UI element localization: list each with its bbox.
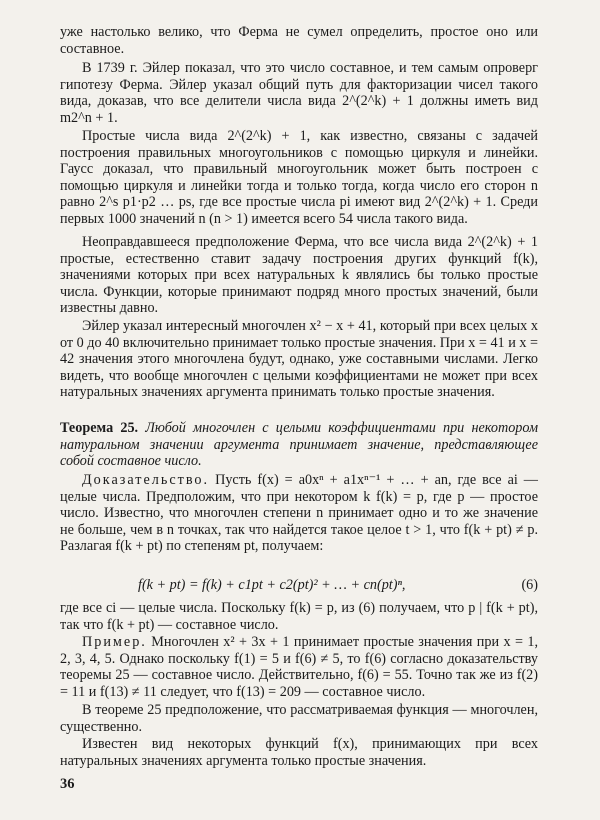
- theorem-label: Теорема 25.: [60, 420, 139, 436]
- formula-number: (6): [521, 577, 538, 593]
- page-number: 36: [60, 776, 75, 792]
- paragraph-after-formula: где все ci — целые числа. Поскольку f(k) = p, из (6) получаем, что p | f(k + pt), так что f(k + pt) — составное число.: [60, 600, 538, 633]
- paragraph-intro: уже настолько велико, что Ферма не сумел определить, простое оно или составное.: [60, 24, 538, 57]
- formula-expression: f(k + pt) = f(k) + c1pt + c2(pt)² + … + cn(pt)ⁿ,: [138, 577, 406, 593]
- proof-text: Пусть f(x) = a0xⁿ + a1xⁿ⁻¹ + … + an, где все ai — целые числа. Предположим, что при некотором k f(k) = p, где p — простое число. Известно, что многочлен степени n принимает одно и то же значение не больше, чем в n точках, так что найдется такое целое t > 1, что f(k + pt) ≠ p. Разлагая f(k + pt) по степеням pt, получаем:: [60, 472, 538, 555]
- paragraph-fermat-conjecture: Неоправдавшееся предположение Ферма, что все числа вида 2^(2^k) + 1 простые, естественно ставит задачу построения других функций f(k), значениями которых при всех натуральных k являлись бы только простые числа. Функции, которые принимают подряд много простых значений, были известны давно.: [60, 234, 538, 317]
- proof: [60, 472, 538, 555]
- theorem-25: [60, 420, 538, 470]
- paragraph-polynomial-essential: В теореме 25 предположение, что рассматриваемая функция — многочлен, существенно.: [60, 702, 538, 735]
- theorem-statement: Любой многочлен с целыми коэффициентами при некотором натуральном значении аргумента принимает значение, представляющее собой составное число.: [60, 420, 539, 470]
- example: [60, 634, 538, 700]
- paragraph-gauss: Простые числа вида 2^(2^k) + 1, как известно, связаны с задачей построения правильных многоугольников с помощью циркуля и линейки. Гаусс доказал, что правильный многоугольник может быть построен с помощью циркуля и линейки тогда и только тогда, когда число его сторон n равно 2^s p1·p2 … ps, где все простые числа pi имеют вид 2^(2^k) + 1. Среди первых 1000 значений n (n > 1) имеется всего 54 числа такого вида.: [60, 128, 538, 227]
- paragraph-known-functions: Известен вид некоторых функций f(x), принимающих при всех натуральных значениях аргумента только простые значения.: [60, 736, 538, 769]
- paragraph-euler-polynomial: Эйлер указал интересный многочлен x² − x + 41, который при всех целых x от 0 до 40 включительно принимает только простые значения. При x = 41 и x = 42 значения этого многочлена будут, однако, уже составными числами. Легко видеть, что вообще многочлен с целыми коэффициентами не может при всех натуральных значениях аргумента принимать только простые значения.: [60, 318, 538, 401]
- paragraph-euler-1739: В 1739 г. Эйлер показал, что это число составное, и тем самым опроверг гипотезу Ферма. Эйлер указал общий путь для факторизации чисел такого вида, доказав, что все делители числа вида 2^(2^k) + 1 должны иметь вид m2^n + 1.: [60, 60, 538, 126]
- example-text: Многочлен x² + 3x + 1 принимает простые значения при x = 1, 2, 3, 4, 5. Однако поскольку f(1) = 5 и f(6) ≠ 5, то f(6) согласно доказательству теоремы 25 — составное число. Действительно, f(6) = 55. Точно так же из f(2) = 11 и f(13) ≠ 11 следует, что f(13) = 209 — составное число.: [60, 634, 538, 700]
- example-label: Пример.: [82, 634, 147, 650]
- proof-label: Доказательство.: [82, 472, 210, 488]
